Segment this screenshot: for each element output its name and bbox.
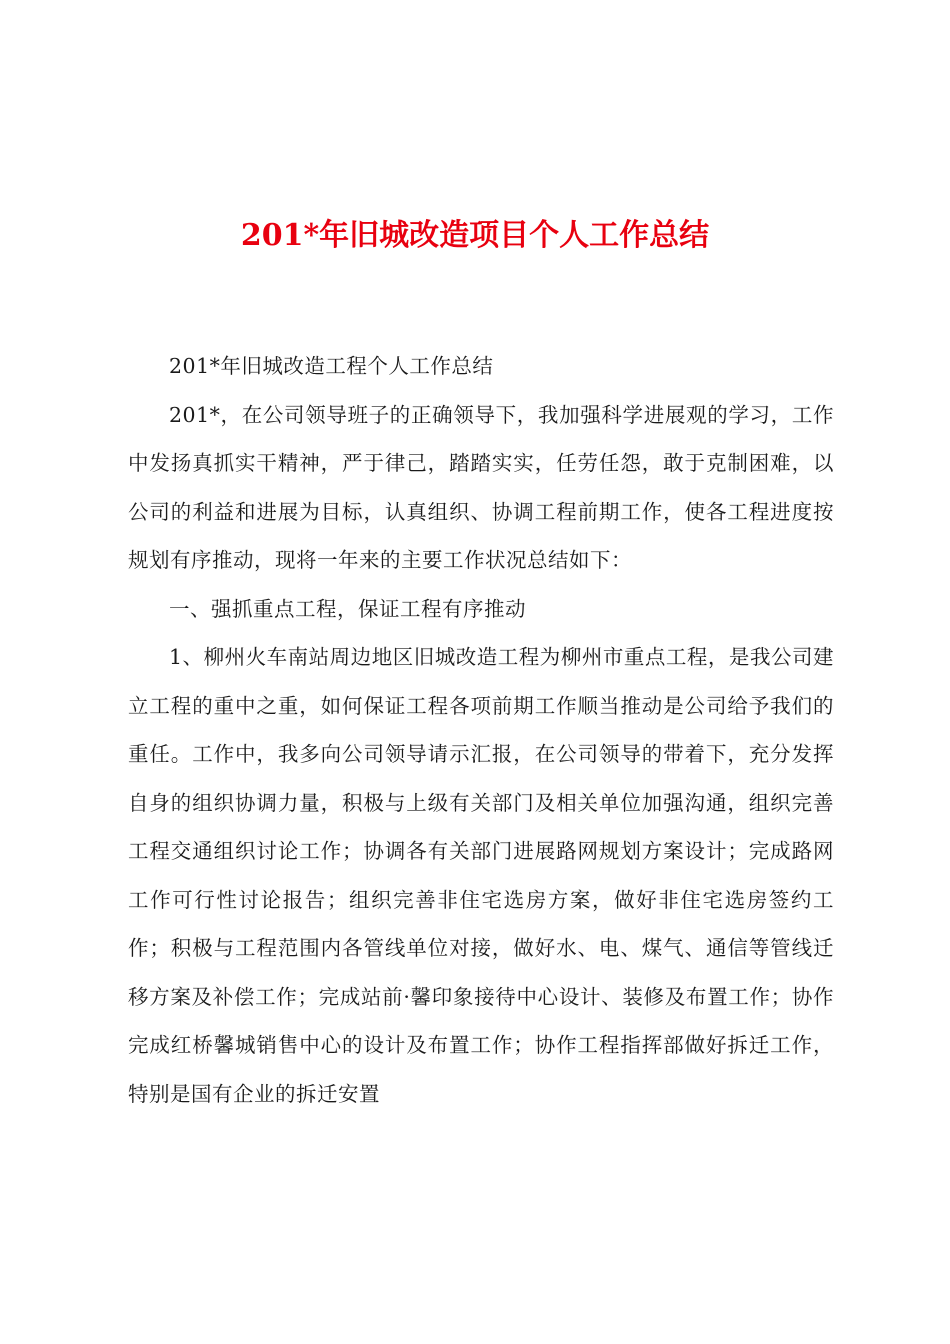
paragraph-item-1: 1、柳州火车南站周边地区旧城改造工程为柳州市重点工程，是我公司建立工程的重中之重，如何保证工程各项前期工作顺当推动是公司给予我们的重任。工作中，我多向公司领导请示汇报，在公司领导的带着下，充分发挥自身的组织协调力量，积极与上级有关部门及相关单位加强沟通，组织完善工程交通组织讨论工作；协调各有关部门进展路网规划方案设计；完成路网工作可行性讨论报告；组织完善非住宅选房方案，做好非住宅选房签约工作；积极与工程范围内各管线单位对接，做好水、电、煤气、通信等管线迁移方案及补偿工作；完成站前·馨印象接待中心设计、装修及布置工作；协作完成红桥馨城销售中心的设计及布置工作；协作工程指挥部做好拆迁工作，特别是国有企业的拆迁安置 <box>128 645 834 1106</box>
paragraph-intro: 201*，在公司领导班子的正确领导下，我加强科学进展观的学习，工作中发扬真抓实干精神，严于律己，踏踏实实，任劳任怨，敢于克制困难，以公司的利益和进展为目标，认真组织、协调工程前期工作，使各工程进度按规划有序推动，现将一年来的主要工作状况总结如下： <box>128 402 834 572</box>
paragraph-subtitle: 201*年旧城改造工程个人工作总结 <box>169 354 494 378</box>
document-body <box>128 342 834 1118</box>
section-heading-1: 一、强抓重点工程，保证工程有序推动 <box>169 596 526 621</box>
document-title: 201*年旧城改造项目个人工作总结 <box>240 218 710 253</box>
